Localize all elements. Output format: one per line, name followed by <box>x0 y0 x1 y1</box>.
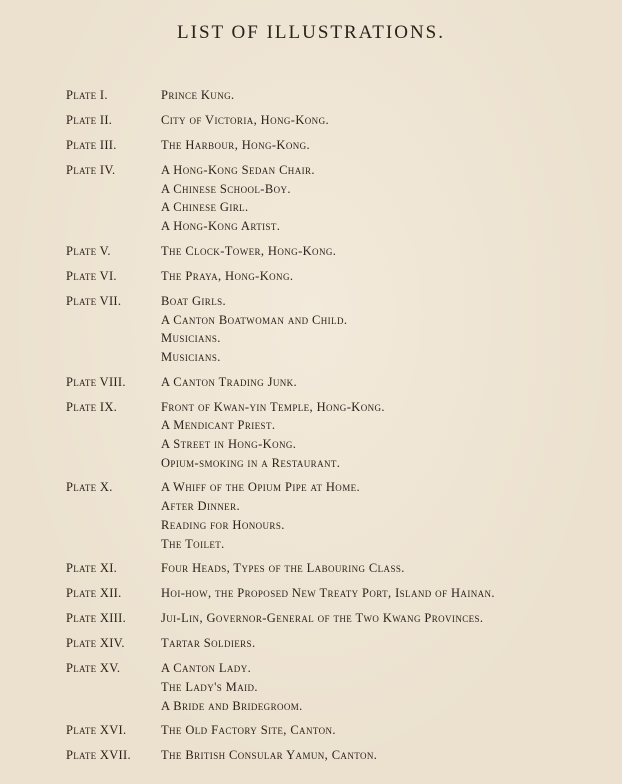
plate-items <box>161 136 606 155</box>
plate-items <box>161 86 606 105</box>
plate-items <box>161 584 606 603</box>
illustration-title: Boat Girls. <box>161 293 227 308</box>
illustration-title: Jui-Lin, Governor-General of the Two Kwang Provinces. <box>161 611 484 626</box>
illustration-title: A Chinese School-Boy. <box>161 181 291 196</box>
plate-label: Plate I. <box>66 88 108 102</box>
plate-items <box>161 267 606 286</box>
plate-entry <box>66 136 606 155</box>
illustration-title: Hoi-how, the Proposed New Treaty Port, Island of Hainan. <box>161 586 495 601</box>
plate-items <box>161 609 606 628</box>
plate-entry <box>66 292 606 367</box>
plate-entry <box>66 746 606 765</box>
illustration-title: A Mendicant Priest. <box>161 418 276 433</box>
plate-items <box>161 292 606 367</box>
illustration-title: The Old Factory Site, Canton. <box>161 723 336 738</box>
plate-entry <box>66 721 606 740</box>
plate-label: Plate XIII. <box>66 611 127 626</box>
plate-items <box>161 242 606 261</box>
illustration-title: A Street in Hong-Kong. <box>161 437 297 452</box>
plate-label: Plate II. <box>66 113 113 127</box>
plate-items <box>161 161 606 236</box>
illustration-title: Tartar Soldiers. <box>161 636 256 651</box>
plate-entry <box>66 242 606 261</box>
illustration-title: A Hong-Kong Artist. <box>161 219 281 234</box>
plate-label: Plate VIII. <box>66 374 126 389</box>
plate-items <box>161 746 606 765</box>
illustration-title: The Toilet. <box>161 536 225 551</box>
plate-label: Plate X. <box>66 480 113 495</box>
plate-entry <box>66 634 606 653</box>
plate-label: Plate IV. <box>66 163 116 177</box>
plate-label: Plate VI. <box>66 268 117 283</box>
plate-label: Plate XI. <box>66 561 118 576</box>
plate-items <box>161 559 606 578</box>
plate-entry <box>66 398 606 473</box>
plate-items <box>161 721 606 740</box>
plate-entry <box>66 659 606 715</box>
plate-label: Plate XV. <box>66 661 121 676</box>
plate-list <box>66 86 606 771</box>
illustration-title: City of Victoria, Hong-Kong. <box>161 113 330 127</box>
illustration-title: The Harbour, Hong-Kong. <box>161 138 311 152</box>
plate-label: Plate V. <box>66 243 111 258</box>
plate-items <box>161 659 606 715</box>
plate-entry <box>66 267 606 286</box>
illustration-title: The Praya, Hong-Kong. <box>161 268 294 283</box>
page-title: LIST OF ILLUSTRATIONS. <box>177 22 445 43</box>
plate-label: Plate XVII. <box>66 748 131 763</box>
illustration-title: A Canton Boatwoman and Child. <box>161 312 348 327</box>
plate-entry <box>66 373 606 392</box>
plate-entry <box>66 609 606 628</box>
plate-label: Plate XII. <box>66 586 122 601</box>
plate-items <box>161 478 606 553</box>
illustration-title: Reading for Honours. <box>161 517 285 532</box>
plate-entry <box>66 111 606 130</box>
plate-entry <box>66 584 606 603</box>
illustration-title: A Hong-Kong Sedan Chair. <box>161 163 315 177</box>
illustration-title: A Whiff of the Opium Pipe at Home. <box>161 480 361 495</box>
illustration-title: Four Heads, Types of the Labouring Class. <box>161 561 405 576</box>
plate-label: Plate XVI. <box>66 723 127 738</box>
illustration-title: Opium-smoking in a Restaurant. <box>161 455 341 470</box>
illustration-title: The Lady's Maid. <box>161 679 258 694</box>
illustration-title: The British Consular Yamun, Canton. <box>161 748 378 763</box>
illustration-title: A Chinese Girl. <box>161 200 249 215</box>
plate-label: Plate XIV. <box>66 636 125 651</box>
plate-items <box>161 373 606 392</box>
illustration-title: The Clock-Tower, Hong-Kong. <box>161 243 337 258</box>
illustration-title: After Dinner. <box>161 499 241 514</box>
plate-items <box>161 111 606 130</box>
illustration-title: Musicians. <box>161 349 221 364</box>
plate-entry <box>66 161 606 236</box>
plate-items <box>161 634 606 653</box>
illustration-title: Prince Kung. <box>161 88 235 102</box>
illustration-title: A Canton Lady. <box>161 661 252 676</box>
plate-label: Plate VII. <box>66 293 122 308</box>
plate-items <box>161 398 606 473</box>
plate-entry <box>66 478 606 553</box>
illustration-title: Front of Kwan-yin Temple, Hong-Kong. <box>161 399 385 414</box>
plate-label: Plate III. <box>66 138 117 152</box>
plate-label: Plate IX. <box>66 399 118 414</box>
illustration-title: Musicians. <box>161 331 221 346</box>
illustration-title: A Bride and Bridegroom. <box>161 698 303 713</box>
plate-entry <box>66 86 606 105</box>
plate-entry <box>66 559 606 578</box>
illustration-title: A Canton Trading Junk. <box>161 374 298 389</box>
